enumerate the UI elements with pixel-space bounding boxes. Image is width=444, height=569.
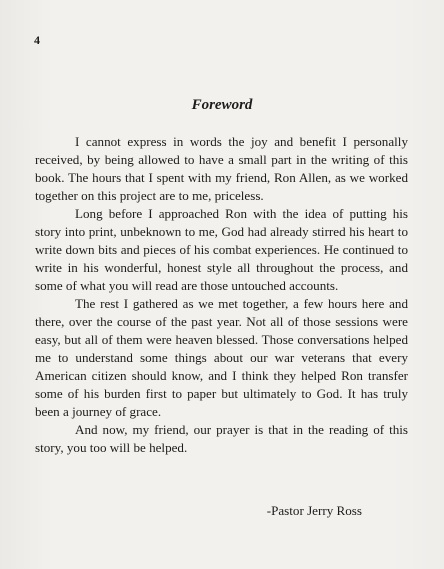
paragraph: And now, my friend, our prayer is that in the reading of this story, you too will be helped. — [35, 422, 408, 455]
signature: -Pastor Jerry Ross — [266, 503, 362, 518]
paragraph: I cannot express in words the joy and benefit I personally received, by being allowed to have a small part in the writing of this book. The hours that I spent with my friend, Ron Allen, as we worked together on this project are to me, priceless. — [35, 134, 408, 203]
paragraph: Long before I approached Ron with the idea of putting his story into print, unbeknown to me, God had already stirred his heart to write down bits and pieces of his combat experiences. He continued to write in his wonderful, honest style all throughout the process, and some of what you will read are those untouched accounts. — [35, 206, 408, 293]
page-number: 4 — [34, 33, 40, 47]
foreword-body — [35, 133, 408, 457]
paragraph: The rest I gathered as we met together, a few hours here and there, over the course of the past year. Not all of those sessions were easy, but all of them were heaven blessed. Those conversations helped me to understand some things about our war veterans that every American citizen should know, and I think they helped Ron transfer some of his burden first to paper but ultimately to God. It has truly been a journey of grace. — [35, 296, 408, 419]
page-title: Foreword — [191, 97, 253, 113]
